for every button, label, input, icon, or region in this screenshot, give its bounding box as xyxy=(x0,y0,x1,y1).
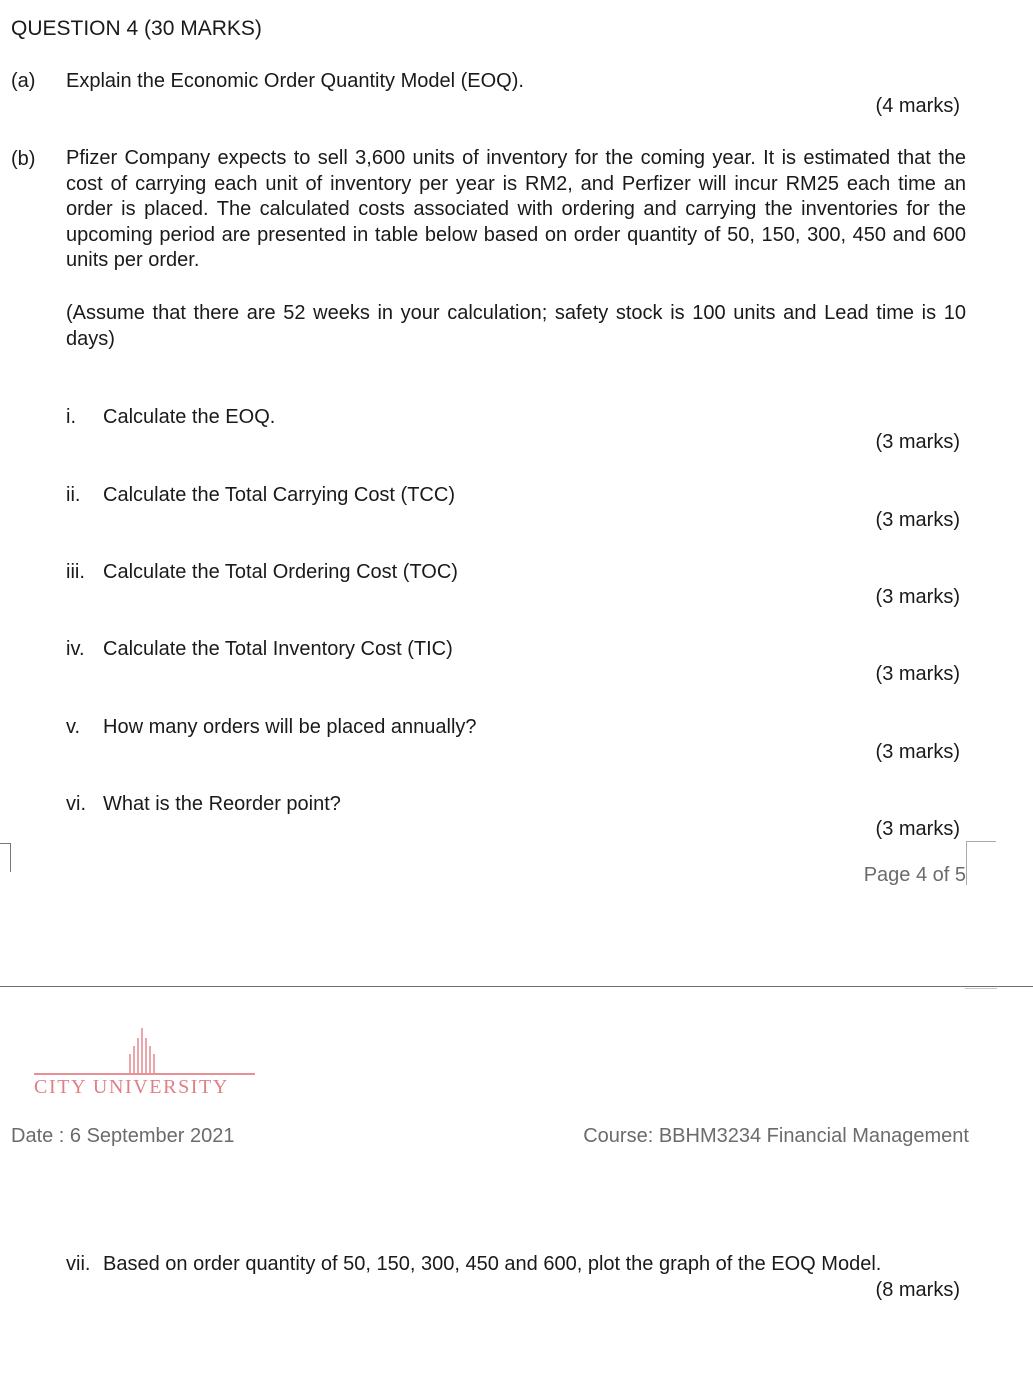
city-university-logo-icon xyxy=(124,1026,160,1074)
crop-mark-left-v xyxy=(10,843,11,872)
subq-3-marks: (3 marks) xyxy=(875,586,960,608)
subq-1-text: Calculate the EOQ. xyxy=(103,406,276,428)
part-b-assumption: (Assume that there are 52 weeks in your calculation; safety stock is 100 units and Lead time is 10 days) xyxy=(66,302,966,350)
subq-5-number: v. xyxy=(66,716,81,738)
exam-date: Date : 6 September 2021 xyxy=(11,1125,235,1147)
subq-7-marks: (8 marks) xyxy=(875,1279,960,1301)
part-a-label: (a) xyxy=(11,70,36,92)
subq-2-text: Calculate the Total Carrying Cost (TCC) xyxy=(103,484,455,506)
subq-4-text: Calculate the Total Inventory Cost (TIC) xyxy=(103,638,453,660)
subq-1-marks: (3 marks) xyxy=(875,431,960,453)
subq-7-number: vii. xyxy=(66,1253,91,1275)
part-a-text: Explain the Economic Order Quantity Model (EOQ). xyxy=(66,70,524,92)
part-b-label: (b) xyxy=(11,148,36,170)
crop-mark-right-h xyxy=(966,841,996,842)
page-break-shadow xyxy=(965,988,997,989)
subq-4-marks: (3 marks) xyxy=(875,663,960,685)
subq-4-number: iv. xyxy=(66,638,85,660)
question-heading: QUESTION 4 (30 MARKS) xyxy=(11,17,262,40)
page-break-line xyxy=(0,986,1033,987)
page-number: Page 4 of 5 xyxy=(863,864,966,886)
part-b-paragraph: Pfizer Company expects to sell 3,600 units of inventory for the coming year. It is estimated that the cost of carrying each unit of inventory per year is RM2, and Perfizer will incur RM25 each time an order is placed. The calculated costs associated with ordering and carrying the inventories for the upcoming period are presented in table below based on order quantity of 50, 150, 300, 450 and 600 units per order. xyxy=(66,147,966,272)
crop-mark-left-h xyxy=(0,843,10,844)
subq-1-number: i. xyxy=(66,406,76,428)
part-a-marks: (4 marks) xyxy=(875,95,960,117)
subq-3-number: iii. xyxy=(66,561,85,583)
subq-3-text: Calculate the Total Ordering Cost (TOC) xyxy=(103,561,458,583)
logo-text: CITY UNIVERSITY xyxy=(34,1076,229,1098)
subq-2-number: ii. xyxy=(66,484,81,506)
subq-6-number: vi. xyxy=(66,793,86,815)
subq-6-marks: (3 marks) xyxy=(875,818,960,840)
subq-5-marks: (3 marks) xyxy=(875,741,960,763)
subq-2-marks: (3 marks) xyxy=(875,509,960,531)
subq-6-text: What is the Reorder point? xyxy=(103,793,341,815)
crop-mark-right-v xyxy=(966,841,967,885)
subq-5-text: How many orders will be placed annually? xyxy=(103,716,477,738)
subq-7-text: Based on order quantity of 50, 150, 300, 450 and 600, plot the graph of the EOQ Model. xyxy=(103,1253,882,1275)
course-name: Course: BBHM3234 Financial Management xyxy=(583,1125,969,1147)
